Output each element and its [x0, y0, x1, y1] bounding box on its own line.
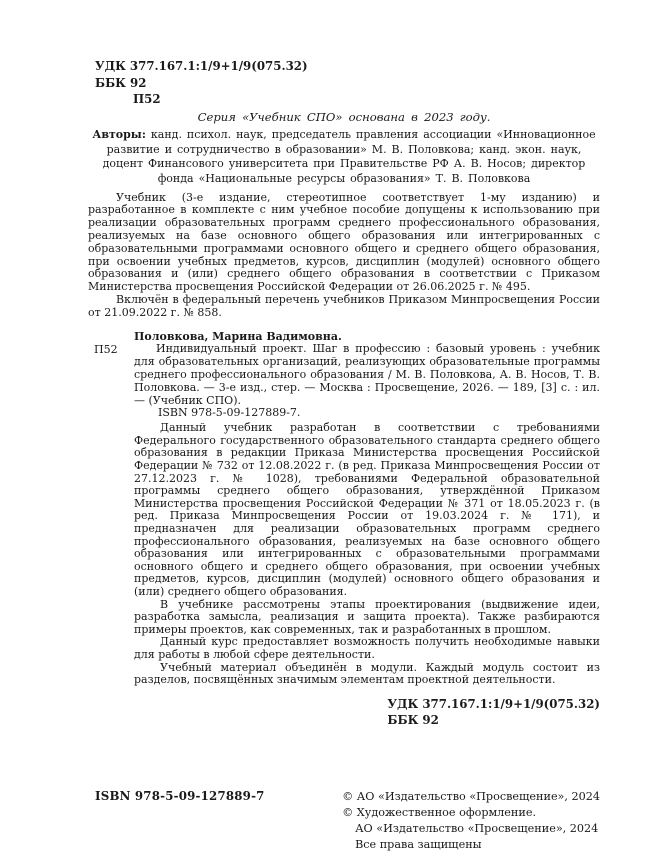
author-sign-code: П52 — [133, 92, 161, 106]
authors-label: Авторы: — [92, 128, 146, 142]
text-block — [88, 58, 600, 729]
catalog-description: Индивидуальный проект. Шаг в профессию : базовый уровень : учебник для образовательных организаций, реализующих образовательные программы среднего профессионального образования / М. В. Половкова, А. В. Носов, Т. В. Половкова. — 3-е изд., стер. — Москва : Просвещение, 2026. — 189, [3] с. : ил. — (Учебник СПО). — [134, 342, 600, 407]
authors-text: канд. психол. наук, председатель правления ассоциации «Инновационное развитие и сотрудничество в образовании» М. В. Половкова; канд. экон. наук, доцент Финансового университета при Правительстве РФ А. В. Носов; директор фонда «Национальные ресурсы образования» Т. В. Половкова — [102, 128, 596, 186]
copyright-block — [342, 789, 600, 853]
copyright-line: © Художественное оформление. — [342, 805, 536, 819]
annotation-paragraph: Учебный материал объединён в модули. Каждый модуль состоит из разделов, посвящённых значимым элементам проектной деятельности. — [134, 660, 600, 687]
approval-paragraph-1: Учебник (3-е издание, стереотипное соответствует 1-му изданию) и разработанное в комплекте с ним учебное пособие допущены к использованию при реализации образовательных программ среднего профессионального образования, реализуемых на базе основного общего образования или интегрированных с образовательными программами основного общего и среднего общего образования, при освоении учебных предметов, курсов, дисциплин (модулей) основного общего образования и (или) среднего общего образования в соответствии с Приказом Министерства просвещения Российской Федерации от 26.06.2025 г. № 495. — [88, 190, 600, 294]
catalog-author-heading: Половкова, Марина Вадимовна. — [134, 329, 342, 343]
copyright-line: © АО «Издательство «Просвещение», 2024 — [342, 790, 600, 803]
bbk-code: ББК 92 — [95, 75, 147, 90]
approval-paragraph-2: Включён в федеральный перечень учебников Приказом Минпросвещения России от 21.09.2022 г. № 858. — [88, 293, 600, 319]
bbk-code-bottom: ББК 92 — [387, 713, 439, 728]
annotation-paragraph: Данный учебник разработан в соответствии с требованиями Федерального государственного образовательного стандарта среднего общего образования в редакции Приказа Министерства просвещения Российской Федерации № 732 от 12.08.2022 г. (в ред. Приказа Минпросвещения России от 27.12.2023 г. № 1028), требованиями Федеральной образовательной программы среднего общего образования, утверждённой Приказом Министерства просвещения Российской Федерации № 371 от 18.05.2023 г. (в ред. Приказа Минпросвещения России от 19.03.2024 г. № 171), и предназначен для реализации образовательных программ среднего профессионального образования, реализуемых на базе основного общего образования или интегрированных с образовательными программами основного общего и среднего общего образования, при освоении учебных предметов, курсов, дисциплин (модулей) основного общего образования и (или) среднего общего образования. — [134, 421, 600, 598]
authors-block — [88, 128, 600, 186]
copyright-line: Все права защищены — [355, 837, 482, 851]
catalog-isbn: ISBN 978-5-09-127889-7. — [158, 406, 301, 420]
catalog-card — [88, 331, 600, 687]
annotation-paragraph: Данный курс предоставляет возможность получить необходимые навыки для работы в любой сфере деятельности. — [134, 635, 600, 661]
footer-row — [88, 789, 600, 853]
header-codes — [88, 58, 600, 108]
catalog-card-code: П52 — [94, 342, 118, 356]
isbn-number: ISBN 978-5-09-127889-7 — [95, 789, 265, 803]
copyright-line: АО «Издательство «Просвещение», 2024 — [355, 821, 599, 835]
udk-code-bottom: УДК 377.167.1:1/9+1/9(075.32) — [387, 696, 600, 711]
annotation-paragraph: В учебнике рассмотрены этапы проектирования (выдвижение идеи, разработка замысла, реализация и защита проекта). Также разбираются примеры проектов, как современных, так и разработанных в прошлом. — [134, 597, 600, 636]
series-note: Серия «Учебник СПО» основана в 2023 году. — [197, 109, 491, 124]
udk-code: УДК 377.167.1:1/9+1/9(075.32) — [95, 59, 308, 73]
footer-codes — [387, 696, 600, 729]
